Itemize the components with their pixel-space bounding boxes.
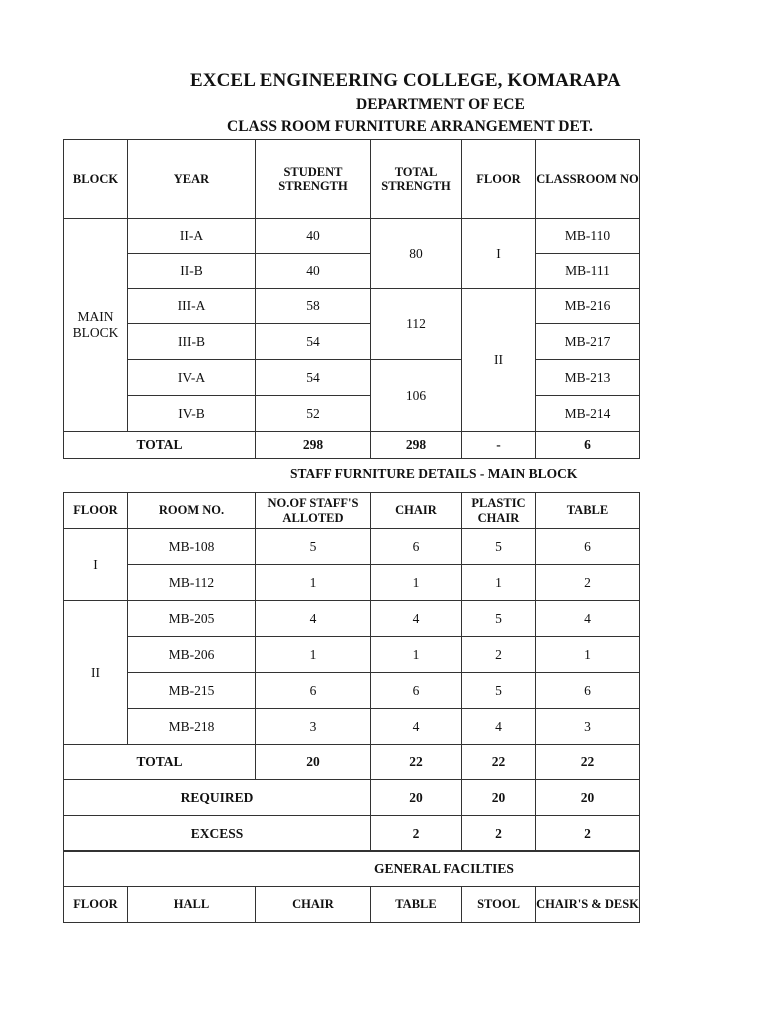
- year-cell: III-A: [128, 289, 256, 324]
- column-header-table: TABLE: [536, 493, 640, 529]
- staff-count-cell: 1: [256, 637, 371, 673]
- staff-count-cell: 4: [256, 601, 371, 637]
- staff-section-heading: STAFF FURNITURE DETAILS - MAIN BLOCK: [290, 466, 578, 481]
- chair-cell: 6: [371, 673, 462, 709]
- classroom-no-cell: MB-111: [536, 254, 640, 289]
- staff-count-cell: 1: [256, 565, 371, 601]
- table-row: [64, 637, 640, 673]
- classroom-no-cell: MB-110: [536, 219, 640, 254]
- column-header-stool: STOOL: [462, 887, 536, 923]
- column-header-floor: FLOOR: [64, 493, 128, 529]
- column-header-table: TABLE: [371, 887, 462, 923]
- general-facilities-table: [63, 850, 640, 923]
- year-cell: III-B: [128, 324, 256, 360]
- column-header-chair: CHAIR: [256, 887, 371, 923]
- student-strength-cell: 54: [256, 360, 371, 396]
- college-name: EXCEL ENGINEERING COLLEGE, KOMARAPA: [190, 70, 621, 91]
- table-row: [64, 565, 640, 601]
- chair-cell: 4: [371, 601, 462, 637]
- facilities-heading-row: [64, 851, 640, 887]
- student-strength-cell: 40: [256, 254, 371, 289]
- table-row: [64, 529, 640, 565]
- student-strength-cell: 40: [256, 219, 371, 254]
- plastic-chair-cell: 4: [462, 709, 536, 745]
- column-header-chairs-and-desk: CHAIR'S & DESK: [536, 887, 640, 923]
- excess-plastic-chair: 2: [462, 816, 536, 852]
- total-floor: -: [462, 432, 536, 459]
- excess-chair: 2: [371, 816, 462, 852]
- table-row: [64, 673, 640, 709]
- staff-count-cell: 5: [256, 529, 371, 565]
- table-row: [64, 254, 640, 289]
- column-header-room-no: ROOM NO.: [128, 493, 256, 529]
- plastic-chair-cell: 5: [462, 529, 536, 565]
- required-label: REQUIRED: [64, 780, 371, 816]
- required-chair: 20: [371, 780, 462, 816]
- staff-count-cell: 6: [256, 673, 371, 709]
- column-header-total-strength: TOTAL STRENGTH: [371, 140, 462, 219]
- classroom-no-cell: MB-213: [536, 360, 640, 396]
- column-header-block: BLOCK: [64, 140, 128, 219]
- total-plastic-chair: 22: [462, 745, 536, 780]
- classroom-no-cell: MB-214: [536, 396, 640, 432]
- total-table: 22: [536, 745, 640, 780]
- floor-cell: I: [64, 529, 128, 601]
- plastic-chair-cell: 2: [462, 637, 536, 673]
- classroom-table: [63, 139, 640, 459]
- excess-table: 2: [536, 816, 640, 852]
- required-plastic-chair: 20: [462, 780, 536, 816]
- table-cell: 6: [536, 529, 640, 565]
- staff-count-cell: 3: [256, 709, 371, 745]
- year-cell: IV-A: [128, 360, 256, 396]
- total-label: TOTAL: [64, 745, 256, 780]
- column-header-classroom-no: CLASSROOM NO: [536, 140, 640, 219]
- department-name: DEPARTMENT OF ECE: [356, 96, 525, 113]
- table-header-row: [64, 140, 640, 219]
- room-no-cell: MB-205: [128, 601, 256, 637]
- chair-cell: 1: [371, 565, 462, 601]
- floor-cell: I: [462, 219, 536, 289]
- total-strength-cell: 80: [371, 219, 462, 289]
- year-cell: II-B: [128, 254, 256, 289]
- room-no-cell: MB-218: [128, 709, 256, 745]
- floor-cell: II: [64, 601, 128, 745]
- column-header-plastic-chair: PLASTIC CHAIR: [462, 493, 536, 529]
- total-classroom-count: 6: [536, 432, 640, 459]
- table-row: [64, 219, 640, 254]
- room-no-cell: MB-108: [128, 529, 256, 565]
- excess-label: EXCESS: [64, 816, 371, 852]
- column-header-floor: FLOOR: [64, 887, 128, 923]
- student-strength-cell: 58: [256, 289, 371, 324]
- plastic-chair-cell: 5: [462, 601, 536, 637]
- table-row: [64, 324, 640, 360]
- chair-cell: 1: [371, 637, 462, 673]
- staff-furniture-table: [63, 492, 640, 852]
- total-strength-cell: 106: [371, 360, 462, 432]
- room-no-cell: MB-215: [128, 673, 256, 709]
- table-header-row: [64, 887, 640, 923]
- room-no-cell: MB-112: [128, 565, 256, 601]
- column-header-staff-alloted: NO.OF STAFF'S ALLOTED: [256, 493, 371, 529]
- classroom-no-cell: MB-217: [536, 324, 640, 360]
- table-row: [64, 289, 640, 324]
- document-subtitle: CLASS ROOM FURNITURE ARRANGEMENT DET.: [227, 118, 593, 135]
- chair-cell: 6: [371, 529, 462, 565]
- required-table: 20: [536, 780, 640, 816]
- table-row: [64, 601, 640, 637]
- table-row: [64, 396, 640, 432]
- chair-cell: 4: [371, 709, 462, 745]
- table-cell: 2: [536, 565, 640, 601]
- table-row: [64, 709, 640, 745]
- total-total-strength: 298: [371, 432, 462, 459]
- plastic-chair-cell: 5: [462, 673, 536, 709]
- student-strength-cell: 52: [256, 396, 371, 432]
- year-cell: II-A: [128, 219, 256, 254]
- column-header-hall: HALL: [128, 887, 256, 923]
- total-label: TOTAL: [64, 432, 256, 459]
- column-header-chair: CHAIR: [371, 493, 462, 529]
- total-row: [64, 745, 640, 780]
- column-header-year: YEAR: [128, 140, 256, 219]
- total-chair: 22: [371, 745, 462, 780]
- total-row: [64, 432, 640, 459]
- classroom-no-cell: MB-216: [536, 289, 640, 324]
- table-cell: 6: [536, 673, 640, 709]
- student-strength-cell: 54: [256, 324, 371, 360]
- total-student-strength: 298: [256, 432, 371, 459]
- room-no-cell: MB-206: [128, 637, 256, 673]
- column-header-student-strength: STUDENT STRENGTH: [256, 140, 371, 219]
- column-header-floor: FLOOR: [462, 140, 536, 219]
- required-row: [64, 780, 640, 816]
- table-cell: 1: [536, 637, 640, 673]
- facilities-heading: GENERAL FACILTIES: [64, 851, 640, 887]
- excess-row: [64, 816, 640, 852]
- total-strength-cell: 112: [371, 289, 462, 360]
- total-staff: 20: [256, 745, 371, 780]
- year-cell: IV-B: [128, 396, 256, 432]
- table-row: [64, 360, 640, 396]
- plastic-chair-cell: 1: [462, 565, 536, 601]
- table-header-row: [64, 493, 640, 529]
- table-cell: 4: [536, 601, 640, 637]
- table-cell: 3: [536, 709, 640, 745]
- block-cell: MAIN BLOCK: [64, 219, 128, 432]
- floor-cell: II: [462, 289, 536, 432]
